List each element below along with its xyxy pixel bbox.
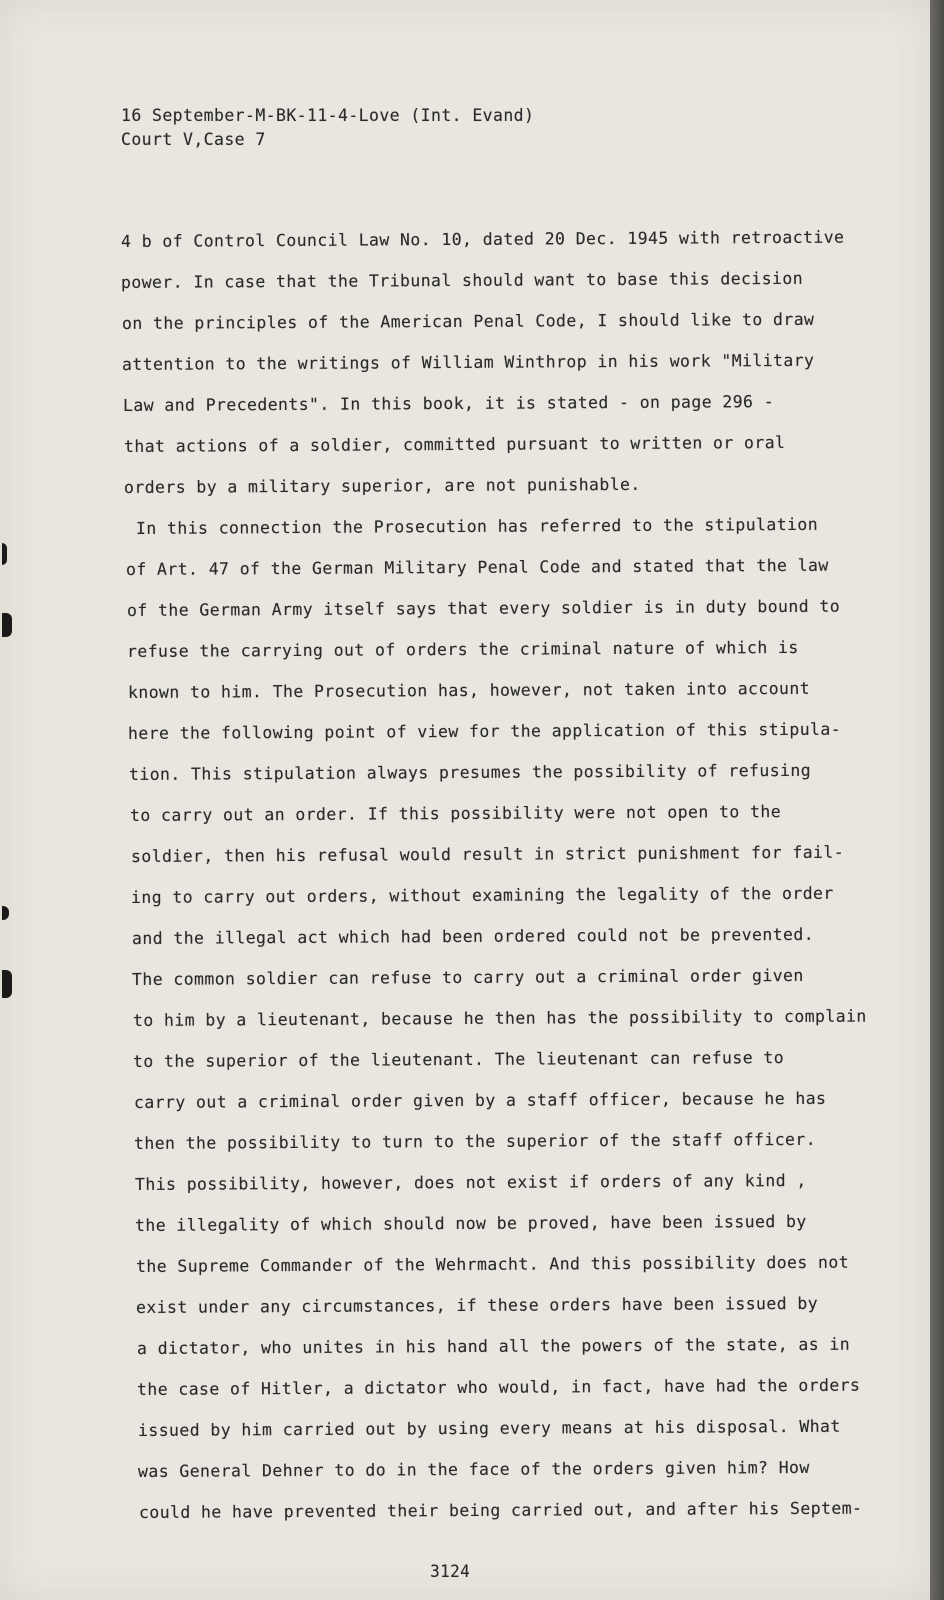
page-edge (930, 0, 944, 1600)
body-line: a dictator, who unites in his hand all the powers of the state, as in (136, 1334, 851, 1358)
body-line: that actions of a soldier, committed pursuant to written or oral (123, 432, 786, 456)
body-line: tion. This stipulation always presumes the possibility of refusing (128, 760, 812, 784)
body-line: soldier, then his refusal would result in strict punishment for fail- (130, 842, 845, 866)
body-line: carry out a criminal order given by a staff officer, because he has (133, 1088, 827, 1112)
body-line: to the superior of the lieutenant. The lieutenant can refuse to (132, 1048, 785, 1071)
body-line: issued by him carried out by using every means at his disposal. What (137, 1416, 841, 1440)
body-line: Law and Precedents". In this book, it is stated - on page 296 - (122, 392, 775, 415)
page-number: 3124 (430, 1562, 471, 1581)
body-line: ing to carry out orders, without examining the legality of the order (130, 883, 834, 907)
body-line: on the principles of the American Penal Code, I should like to draw (121, 309, 815, 333)
header-reference-line: 16 September-M-BK-11-4-Love (Int. Evand) (121, 106, 535, 125)
punch-hole (2, 613, 12, 637)
body-line: power. In case that the Tribunal should want to base this decision (120, 268, 804, 292)
body-line: and the illegal act which had been ordered could not be prevented. (131, 924, 815, 948)
body-line: to him by a lieutenant, because he then has the possibility to complain (132, 1006, 867, 1030)
body-line: here the following point of view for the application of this stipula- (127, 719, 842, 743)
body-line: This possibility, however, does not exist if orders of any kind , (134, 1170, 807, 1194)
body-line: the illegality of which should now be proved, have been issued by (134, 1211, 807, 1235)
body-line: known to him. The Prosecution has, however, not taken into account (127, 678, 811, 702)
body-line: The common soldier can refuse to carry out a criminal order given (131, 965, 804, 989)
body-line: of the German Army itself says that every soldier is in duty bound to (126, 596, 841, 620)
header-court-line: Court V,Case 7 (121, 130, 266, 149)
body-line: the Supreme Commander of the Wehrmacht. And this possibility does not (135, 1252, 850, 1276)
body-line: In this connection the Prosecution has referred to the stipulation (135, 514, 819, 538)
body-line: 4 b of Control Council Law No. 10, dated 20 Dec. 1945 with retroactive (120, 227, 845, 251)
punch-hole (2, 543, 7, 565)
body-line: then the possibility to turn to the superior of the staff officer. (133, 1129, 817, 1153)
punch-hole (2, 906, 9, 920)
punch-hole (2, 970, 12, 998)
body-line: was General Dehner to do in the face of the orders given him? How (137, 1457, 810, 1481)
body-line: could he have prevented their being carried out, and after his Septem- (138, 1498, 863, 1522)
body-line: the case of Hitler, a dictator who would, in fact, have had the orders (136, 1375, 861, 1399)
body-line: exist under any circumstances, if these orders have been issued by (135, 1293, 819, 1317)
body-line: of Art. 47 of the German Military Penal Code and stated that the law (125, 555, 829, 579)
body-line: refuse the carrying out of orders the criminal nature of which is (126, 637, 799, 661)
body-line: attention to the writings of William Winthrop in his work "Military (121, 350, 815, 374)
body-line: to carry out an order. If this possibility were not open to the (129, 802, 782, 825)
body-line: orders by a military superior, are not punishable. (123, 474, 641, 497)
